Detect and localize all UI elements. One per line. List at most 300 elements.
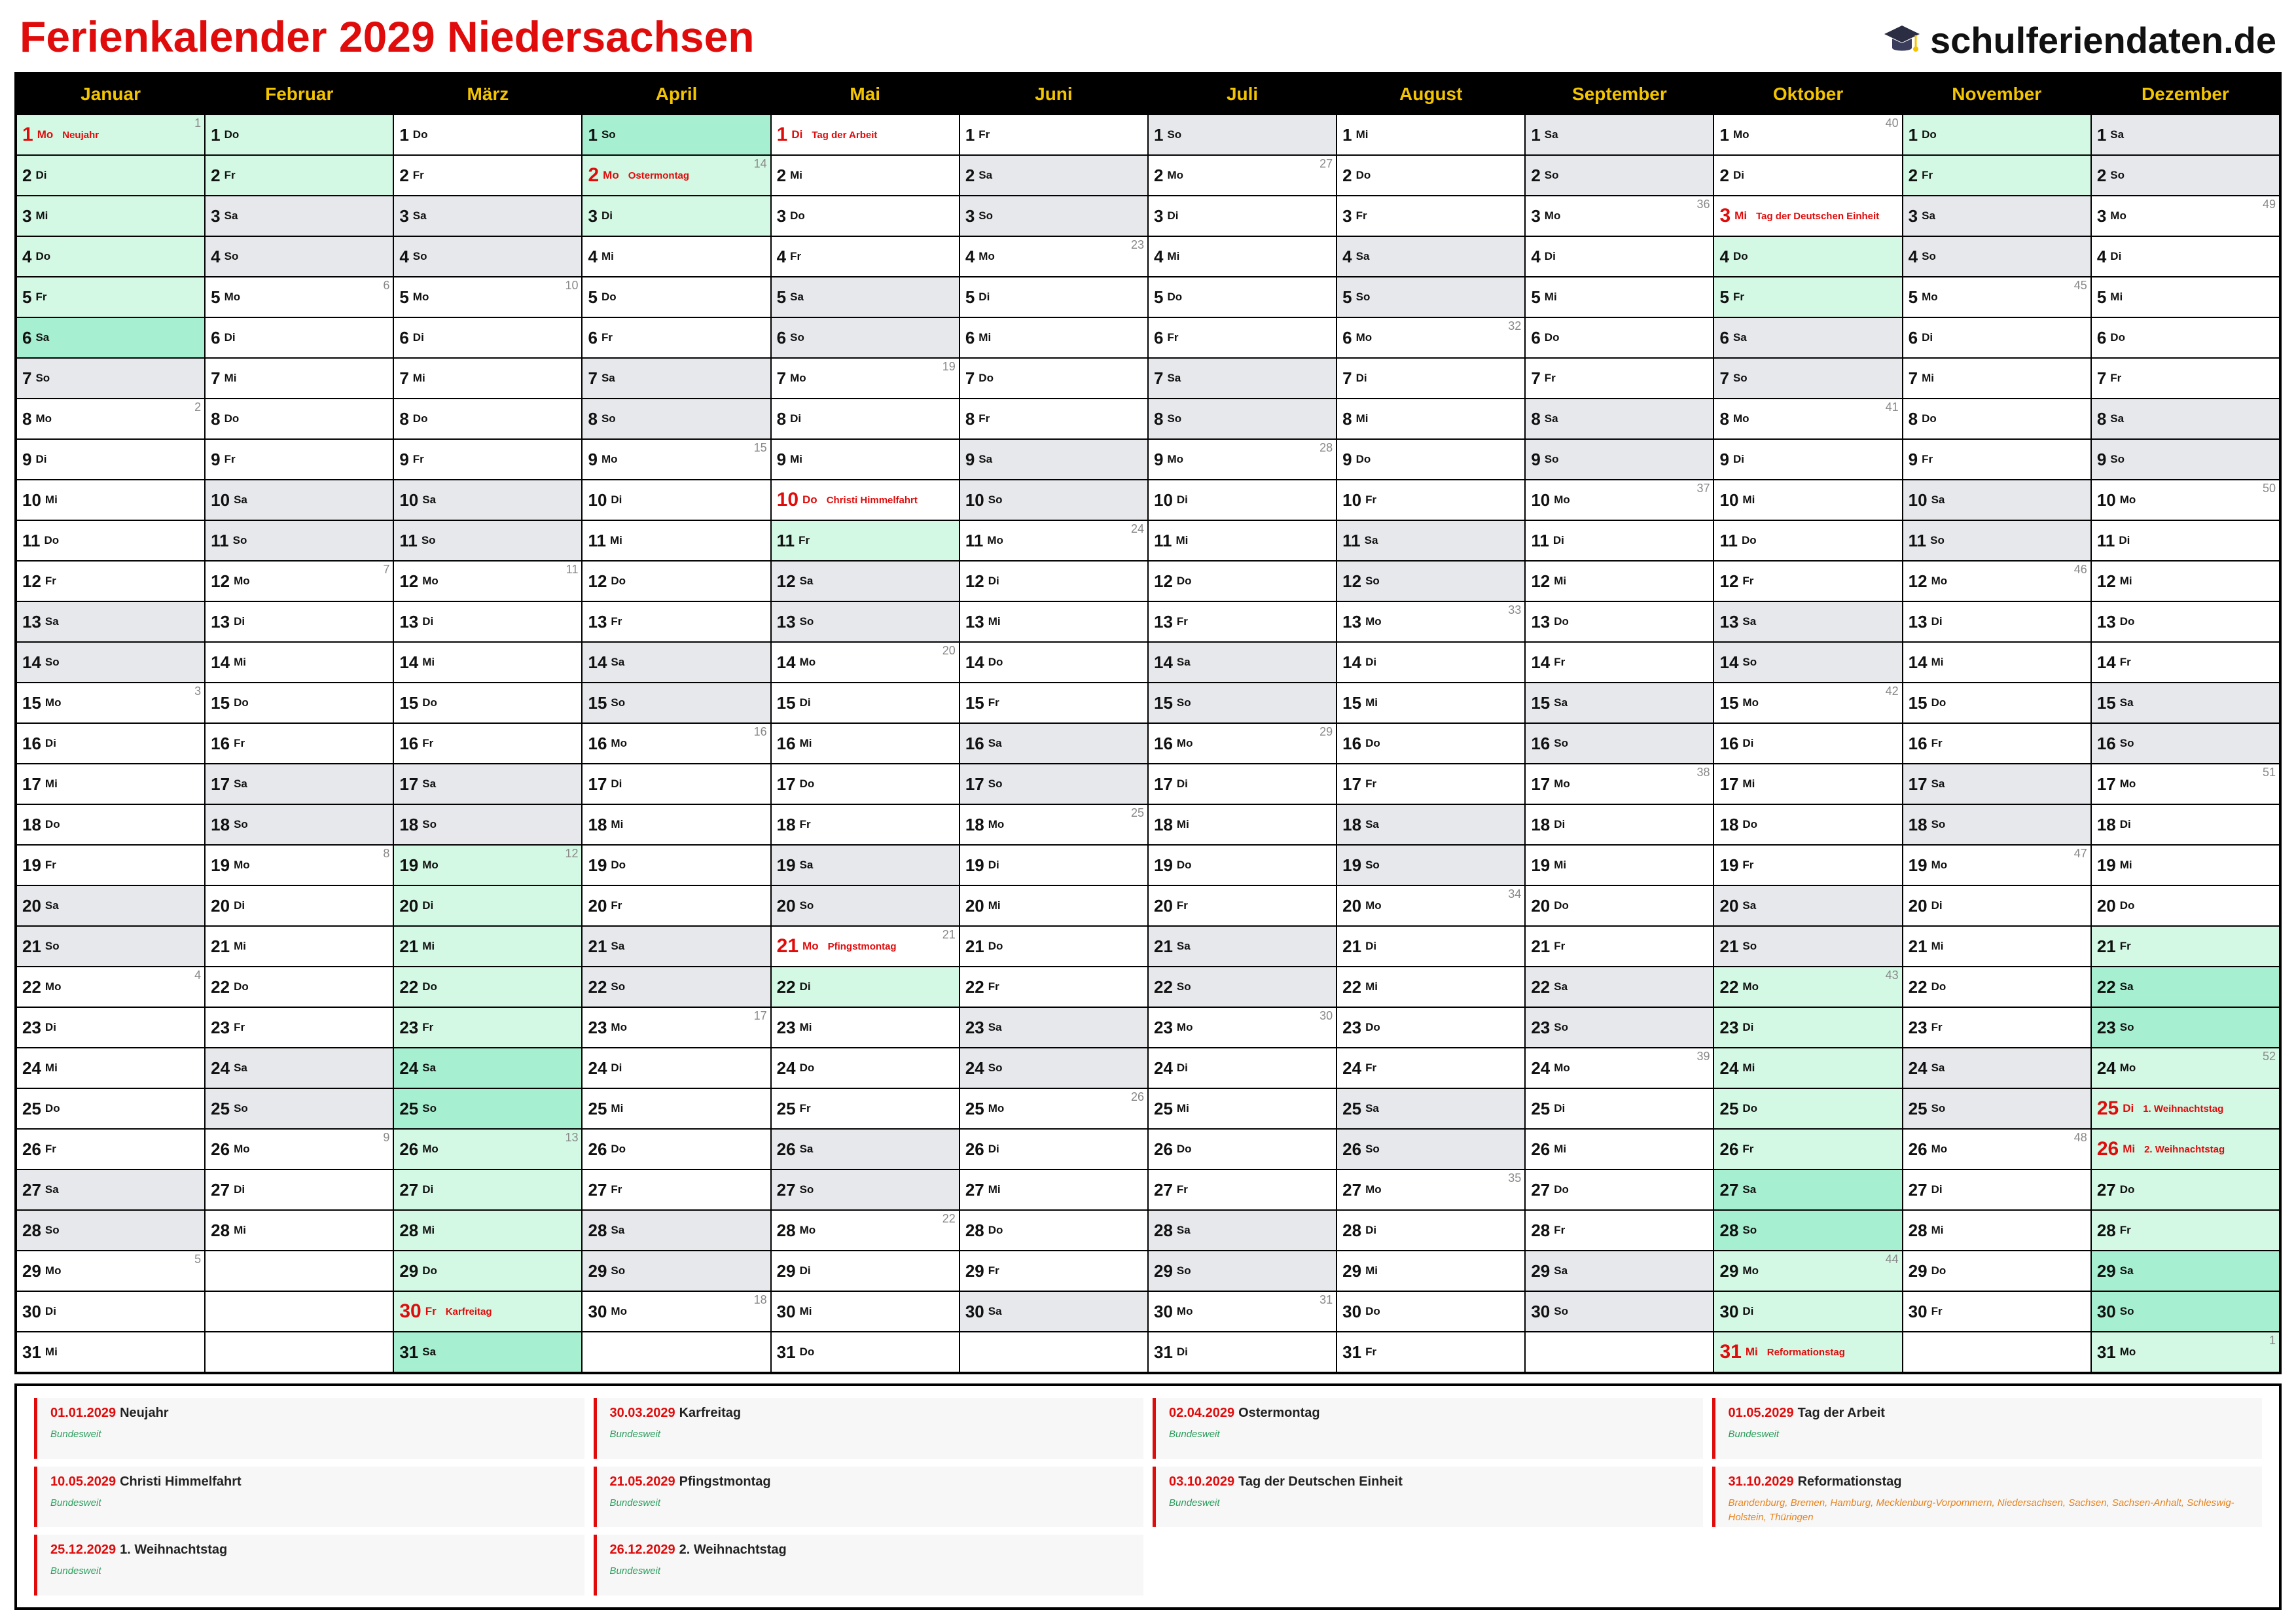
- day-cell[interactable]: [960, 359, 1147, 398]
- day-cell[interactable]: [1149, 967, 1336, 1007]
- day-cell[interactable]: [2092, 480, 2279, 520]
- day-cell[interactable]: [960, 1048, 1147, 1088]
- day-cell[interactable]: [206, 237, 393, 276]
- school-holiday-day[interactable]: [394, 927, 581, 966]
- day-cell[interactable]: [1903, 1008, 2090, 1047]
- day-cell[interactable]: [17, 967, 204, 1007]
- day-cell[interactable]: [1903, 237, 2090, 276]
- school-holiday-day[interactable]: [394, 1008, 581, 1047]
- day-cell[interactable]: [2092, 562, 2279, 601]
- day-cell[interactable]: [960, 277, 1147, 317]
- day-cell[interactable]: [1903, 1251, 2090, 1291]
- day-cell[interactable]: [1526, 237, 1713, 276]
- day-cell[interactable]: [772, 1048, 959, 1088]
- day-cell[interactable]: [960, 1008, 1147, 1047]
- day-cell[interactable]: [394, 562, 581, 601]
- day-cell[interactable]: [772, 1008, 959, 1047]
- day-cell[interactable]: [1526, 602, 1713, 641]
- day-cell[interactable]: [960, 1130, 1147, 1169]
- day-cell[interactable]: [1337, 115, 1524, 154]
- day-cell[interactable]: [17, 562, 204, 601]
- day-cell[interactable]: [1714, 643, 1901, 682]
- day-cell[interactable]: [960, 318, 1147, 357]
- day-cell[interactable]: [206, 1170, 393, 1209]
- day-cell[interactable]: [1526, 886, 1713, 925]
- day-cell[interactable]: [583, 1292, 770, 1331]
- school-holiday-day[interactable]: [394, 846, 581, 885]
- day-cell[interactable]: [772, 1251, 959, 1291]
- school-holiday-day[interactable]: [1714, 1211, 1901, 1250]
- day-cell[interactable]: [1903, 196, 2090, 236]
- day-cell[interactable]: [17, 683, 204, 722]
- day-cell[interactable]: [1903, 562, 2090, 601]
- day-cell[interactable]: [1149, 440, 1336, 479]
- day-cell[interactable]: [1714, 602, 1901, 641]
- day-cell[interactable]: [206, 683, 393, 722]
- day-cell[interactable]: [1714, 318, 1901, 357]
- day-cell[interactable]: [1526, 967, 1713, 1007]
- day-cell[interactable]: [1526, 764, 1713, 804]
- day-cell[interactable]: [2092, 683, 2279, 722]
- day-cell[interactable]: [1526, 277, 1713, 317]
- day-cell[interactable]: [1526, 643, 1713, 682]
- day-cell[interactable]: [772, 399, 959, 438]
- day-cell[interactable]: [2092, 521, 2279, 560]
- day-cell[interactable]: [583, 562, 770, 601]
- day-cell[interactable]: [17, 1211, 204, 1250]
- school-holiday-day[interactable]: [2092, 1251, 2279, 1291]
- day-cell[interactable]: [1903, 359, 2090, 398]
- day-cell[interactable]: [394, 115, 581, 154]
- day-cell[interactable]: [772, 886, 959, 925]
- day-cell[interactable]: [960, 1089, 1147, 1128]
- day-cell[interactable]: [583, 1170, 770, 1209]
- school-holiday-day[interactable]: [394, 1251, 581, 1291]
- day-cell[interactable]: [1526, 1089, 1713, 1128]
- day-cell[interactable]: [206, 440, 393, 479]
- day-cell[interactable]: [960, 1170, 1147, 1209]
- school-holiday-day[interactable]: [394, 967, 581, 1007]
- day-cell[interactable]: [772, 359, 959, 398]
- school-holiday-day[interactable]: [1714, 1251, 1901, 1291]
- day-cell[interactable]: [2092, 886, 2279, 925]
- day-cell[interactable]: [394, 318, 581, 357]
- school-holiday-day[interactable]: [394, 1130, 581, 1169]
- day-cell[interactable]: [394, 440, 581, 479]
- day-cell[interactable]: [1149, 156, 1336, 195]
- day-cell[interactable]: [1149, 886, 1336, 925]
- day-cell[interactable]: [583, 846, 770, 885]
- public-holiday-day[interactable]: [2092, 1089, 2279, 1128]
- day-cell[interactable]: [1714, 115, 1901, 154]
- day-cell[interactable]: [1149, 196, 1336, 236]
- day-cell[interactable]: [960, 399, 1147, 438]
- day-cell[interactable]: [2092, 440, 2279, 479]
- school-holiday-day[interactable]: [17, 237, 204, 276]
- day-cell[interactable]: [1337, 1211, 1524, 1250]
- day-cell[interactable]: [1714, 927, 1901, 966]
- day-cell[interactable]: [17, 1130, 204, 1169]
- day-cell[interactable]: [1526, 562, 1713, 601]
- day-cell[interactable]: [1903, 1048, 2090, 1088]
- day-cell[interactable]: [1526, 1251, 1713, 1291]
- day-cell[interactable]: [772, 805, 959, 844]
- day-cell[interactable]: [1903, 1292, 2090, 1331]
- day-cell[interactable]: [772, 1332, 959, 1372]
- day-cell[interactable]: [206, 805, 393, 844]
- day-cell[interactable]: [206, 1130, 393, 1169]
- school-holiday-day[interactable]: [2092, 927, 2279, 966]
- day-cell[interactable]: [960, 480, 1147, 520]
- day-cell[interactable]: [17, 764, 204, 804]
- day-cell[interactable]: [206, 1089, 393, 1128]
- day-cell[interactable]: [206, 1008, 393, 1047]
- brand-name[interactable]: schulferiendaten.de: [1929, 19, 2276, 61]
- day-cell[interactable]: [2092, 277, 2279, 317]
- day-cell[interactable]: [772, 764, 959, 804]
- day-cell[interactable]: [1149, 318, 1336, 357]
- day-cell[interactable]: [1903, 480, 2090, 520]
- day-cell[interactable]: [1714, 683, 1901, 722]
- day-cell[interactable]: [1337, 724, 1524, 763]
- day-cell[interactable]: [1714, 886, 1901, 925]
- day-cell[interactable]: [206, 277, 393, 317]
- school-holiday-day[interactable]: [394, 1211, 581, 1250]
- day-cell[interactable]: [1526, 521, 1713, 560]
- day-cell[interactable]: [772, 440, 959, 479]
- day-cell[interactable]: [206, 399, 393, 438]
- day-cell[interactable]: [1337, 196, 1524, 236]
- day-cell[interactable]: [772, 277, 959, 317]
- day-cell[interactable]: [1337, 1332, 1524, 1372]
- day-cell[interactable]: [960, 643, 1147, 682]
- school-holiday-day[interactable]: [17, 318, 204, 357]
- day-cell[interactable]: [1337, 562, 1524, 601]
- school-holiday-day[interactable]: [17, 277, 204, 317]
- public-holiday-day[interactable]: [394, 1292, 581, 1331]
- day-cell[interactable]: [1337, 1008, 1524, 1047]
- day-cell[interactable]: [583, 1048, 770, 1088]
- day-cell[interactable]: [960, 156, 1147, 195]
- school-holiday-day[interactable]: [1903, 156, 2090, 195]
- day-cell[interactable]: [960, 602, 1147, 641]
- day-cell[interactable]: [1149, 643, 1336, 682]
- day-cell[interactable]: [772, 237, 959, 276]
- day-cell[interactable]: [1149, 237, 1336, 276]
- day-cell[interactable]: [17, 440, 204, 479]
- day-cell[interactable]: [206, 562, 393, 601]
- day-cell[interactable]: [1149, 724, 1336, 763]
- day-cell[interactable]: [583, 724, 770, 763]
- day-cell[interactable]: [960, 846, 1147, 885]
- day-cell[interactable]: [1903, 1211, 2090, 1250]
- day-cell[interactable]: [1526, 683, 1713, 722]
- day-cell[interactable]: [17, 643, 204, 682]
- day-cell[interactable]: [394, 643, 581, 682]
- day-cell[interactable]: [1903, 602, 2090, 641]
- day-cell[interactable]: [17, 1008, 204, 1047]
- day-cell[interactable]: [1149, 1332, 1336, 1372]
- day-cell[interactable]: [206, 1048, 393, 1088]
- day-cell[interactable]: [2092, 156, 2279, 195]
- day-cell[interactable]: [1337, 1130, 1524, 1169]
- day-cell[interactable]: [2092, 764, 2279, 804]
- day-cell[interactable]: [1149, 764, 1336, 804]
- day-cell[interactable]: [17, 1332, 204, 1372]
- day-cell[interactable]: [1149, 1251, 1336, 1291]
- day-cell[interactable]: [394, 359, 581, 398]
- day-cell[interactable]: [772, 724, 959, 763]
- day-cell[interactable]: [394, 521, 581, 560]
- school-holiday-day[interactable]: [2092, 1332, 2279, 1372]
- day-cell[interactable]: [206, 886, 393, 925]
- day-cell[interactable]: [960, 764, 1147, 804]
- day-cell[interactable]: [772, 846, 959, 885]
- day-cell[interactable]: [2092, 399, 2279, 438]
- day-cell[interactable]: [17, 1170, 204, 1209]
- day-cell[interactable]: [1337, 1048, 1524, 1088]
- day-cell[interactable]: [1337, 683, 1524, 722]
- day-cell[interactable]: [1903, 764, 2090, 804]
- day-cell[interactable]: [1337, 1089, 1524, 1128]
- day-cell[interactable]: [1714, 805, 1901, 844]
- day-cell[interactable]: [206, 196, 393, 236]
- day-cell[interactable]: [583, 318, 770, 357]
- day-cell[interactable]: [1714, 440, 1901, 479]
- day-cell[interactable]: [1149, 359, 1336, 398]
- school-holiday-day[interactable]: [1903, 115, 2090, 154]
- day-cell[interactable]: [772, 1211, 959, 1250]
- public-holiday-day[interactable]: [583, 156, 770, 195]
- day-cell[interactable]: [960, 562, 1147, 601]
- day-cell[interactable]: [1526, 927, 1713, 966]
- day-cell[interactable]: [1526, 1170, 1713, 1209]
- day-cell[interactable]: [1526, 1130, 1713, 1169]
- day-cell[interactable]: [1149, 846, 1336, 885]
- school-holiday-day[interactable]: [394, 886, 581, 925]
- day-cell[interactable]: [394, 683, 581, 722]
- day-cell[interactable]: [1526, 846, 1713, 885]
- day-cell[interactable]: [1903, 643, 2090, 682]
- school-holiday-day[interactable]: [17, 156, 204, 195]
- day-cell[interactable]: [960, 683, 1147, 722]
- public-holiday-day[interactable]: [1714, 196, 1901, 236]
- day-cell[interactable]: [394, 480, 581, 520]
- day-cell[interactable]: [1903, 1089, 2090, 1128]
- day-cell[interactable]: [583, 1089, 770, 1128]
- day-cell[interactable]: [1337, 440, 1524, 479]
- day-cell[interactable]: [1526, 318, 1713, 357]
- day-cell[interactable]: [1337, 927, 1524, 966]
- school-holiday-day[interactable]: [1714, 967, 1901, 1007]
- day-cell[interactable]: [960, 886, 1147, 925]
- day-cell[interactable]: [17, 1048, 204, 1088]
- day-cell[interactable]: [583, 683, 770, 722]
- day-cell[interactable]: [1526, 440, 1713, 479]
- day-cell[interactable]: [772, 318, 959, 357]
- day-cell[interactable]: [1149, 1130, 1336, 1169]
- day-cell[interactable]: [1337, 1170, 1524, 1209]
- school-holiday-day[interactable]: [2092, 1008, 2279, 1047]
- day-cell[interactable]: [1337, 399, 1524, 438]
- day-cell[interactable]: [1714, 562, 1901, 601]
- school-holiday-day[interactable]: [394, 1170, 581, 1209]
- day-cell[interactable]: [1337, 156, 1524, 195]
- school-holiday-day[interactable]: [394, 1089, 581, 1128]
- day-cell[interactable]: [1903, 521, 2090, 560]
- day-cell[interactable]: [960, 440, 1147, 479]
- school-holiday-day[interactable]: [2092, 1170, 2279, 1209]
- day-cell[interactable]: [583, 764, 770, 804]
- day-cell[interactable]: [1337, 602, 1524, 641]
- day-cell[interactable]: [772, 643, 959, 682]
- school-holiday-day[interactable]: [583, 196, 770, 236]
- day-cell[interactable]: [394, 399, 581, 438]
- day-cell[interactable]: [960, 115, 1147, 154]
- day-cell[interactable]: [583, 359, 770, 398]
- day-cell[interactable]: [1337, 359, 1524, 398]
- day-cell[interactable]: [583, 1008, 770, 1047]
- day-cell[interactable]: [1714, 399, 1901, 438]
- day-cell[interactable]: [1149, 277, 1336, 317]
- day-cell[interactable]: [1149, 1170, 1336, 1209]
- day-cell[interactable]: [1526, 359, 1713, 398]
- day-cell[interactable]: [960, 927, 1147, 966]
- day-cell[interactable]: [1149, 115, 1336, 154]
- day-cell[interactable]: [1149, 480, 1336, 520]
- school-holiday-day[interactable]: [1714, 1170, 1901, 1209]
- day-cell[interactable]: [1149, 521, 1336, 560]
- day-cell[interactable]: [1903, 1130, 2090, 1169]
- day-cell[interactable]: [1337, 886, 1524, 925]
- day-cell[interactable]: [206, 480, 393, 520]
- day-cell[interactable]: [206, 643, 393, 682]
- day-cell[interactable]: [1714, 156, 1901, 195]
- day-cell[interactable]: [1526, 480, 1713, 520]
- day-cell[interactable]: [394, 237, 581, 276]
- day-cell[interactable]: [1149, 1048, 1336, 1088]
- day-cell[interactable]: [206, 724, 393, 763]
- school-holiday-day[interactable]: [583, 115, 770, 154]
- day-cell[interactable]: [2092, 724, 2279, 763]
- day-cell[interactable]: [583, 521, 770, 560]
- day-cell[interactable]: [2092, 846, 2279, 885]
- day-cell[interactable]: [17, 602, 204, 641]
- day-cell[interactable]: [17, 1089, 204, 1128]
- day-cell[interactable]: [960, 237, 1147, 276]
- day-cell[interactable]: [1337, 967, 1524, 1007]
- day-cell[interactable]: [206, 1211, 393, 1250]
- day-cell[interactable]: [2092, 115, 2279, 154]
- day-cell[interactable]: [1149, 1292, 1336, 1331]
- day-cell[interactable]: [1714, 521, 1901, 560]
- day-cell[interactable]: [1337, 805, 1524, 844]
- day-cell[interactable]: [394, 805, 581, 844]
- day-cell[interactable]: [17, 1251, 204, 1291]
- day-cell[interactable]: [1526, 399, 1713, 438]
- day-cell[interactable]: [206, 602, 393, 641]
- day-cell[interactable]: [583, 1251, 770, 1291]
- public-holiday-day[interactable]: [772, 927, 959, 966]
- day-cell[interactable]: [1903, 440, 2090, 479]
- day-cell[interactable]: [583, 805, 770, 844]
- school-holiday-day[interactable]: [206, 156, 393, 195]
- day-cell[interactable]: [2092, 237, 2279, 276]
- day-cell[interactable]: [17, 886, 204, 925]
- day-cell[interactable]: [1526, 156, 1713, 195]
- day-cell[interactable]: [17, 359, 204, 398]
- day-cell[interactable]: [1526, 196, 1713, 236]
- day-cell[interactable]: [1337, 1292, 1524, 1331]
- school-holiday-day[interactable]: [2092, 967, 2279, 1007]
- day-cell[interactable]: [960, 1251, 1147, 1291]
- day-cell[interactable]: [17, 846, 204, 885]
- day-cell[interactable]: [394, 156, 581, 195]
- day-cell[interactable]: [206, 318, 393, 357]
- day-cell[interactable]: [1903, 277, 2090, 317]
- day-cell[interactable]: [1714, 359, 1901, 398]
- day-cell[interactable]: [1149, 399, 1336, 438]
- day-cell[interactable]: [1149, 683, 1336, 722]
- school-holiday-day[interactable]: [1714, 1292, 1901, 1331]
- day-cell[interactable]: [772, 1130, 959, 1169]
- day-cell[interactable]: [583, 927, 770, 966]
- school-holiday-day[interactable]: [1714, 1008, 1901, 1047]
- day-cell[interactable]: [1149, 805, 1336, 844]
- day-cell[interactable]: [17, 480, 204, 520]
- school-holiday-day[interactable]: [1714, 1089, 1901, 1128]
- school-holiday-day[interactable]: [772, 967, 959, 1007]
- day-cell[interactable]: [1526, 805, 1713, 844]
- day-cell[interactable]: [772, 602, 959, 641]
- day-cell[interactable]: [1337, 764, 1524, 804]
- day-cell[interactable]: [1526, 1008, 1713, 1047]
- day-cell[interactable]: [2092, 602, 2279, 641]
- day-cell[interactable]: [1903, 805, 2090, 844]
- school-holiday-day[interactable]: [772, 521, 959, 560]
- day-cell[interactable]: [1337, 237, 1524, 276]
- day-cell[interactable]: [772, 1292, 959, 1331]
- day-cell[interactable]: [960, 724, 1147, 763]
- day-cell[interactable]: [1149, 602, 1336, 641]
- day-cell[interactable]: [394, 277, 581, 317]
- day-cell[interactable]: [206, 359, 393, 398]
- day-cell[interactable]: [1903, 927, 2090, 966]
- day-cell[interactable]: [583, 967, 770, 1007]
- school-holiday-day[interactable]: [2092, 1048, 2279, 1088]
- school-holiday-day[interactable]: [1714, 1048, 1901, 1088]
- day-cell[interactable]: [1149, 927, 1336, 966]
- day-cell[interactable]: [772, 1089, 959, 1128]
- day-cell[interactable]: [1337, 277, 1524, 317]
- day-cell[interactable]: [1526, 1211, 1713, 1250]
- day-cell[interactable]: [1149, 1089, 1336, 1128]
- day-cell[interactable]: [960, 196, 1147, 236]
- day-cell[interactable]: [1903, 846, 2090, 885]
- day-cell[interactable]: [960, 967, 1147, 1007]
- day-cell[interactable]: [960, 1211, 1147, 1250]
- day-cell[interactable]: [206, 846, 393, 885]
- public-holiday-day[interactable]: [772, 480, 959, 520]
- day-cell[interactable]: [1903, 967, 2090, 1007]
- day-cell[interactable]: [583, 643, 770, 682]
- day-cell[interactable]: [394, 764, 581, 804]
- day-cell[interactable]: [583, 1211, 770, 1250]
- day-cell[interactable]: [17, 521, 204, 560]
- day-cell[interactable]: [1903, 724, 2090, 763]
- day-cell[interactable]: [206, 967, 393, 1007]
- day-cell[interactable]: [583, 440, 770, 479]
